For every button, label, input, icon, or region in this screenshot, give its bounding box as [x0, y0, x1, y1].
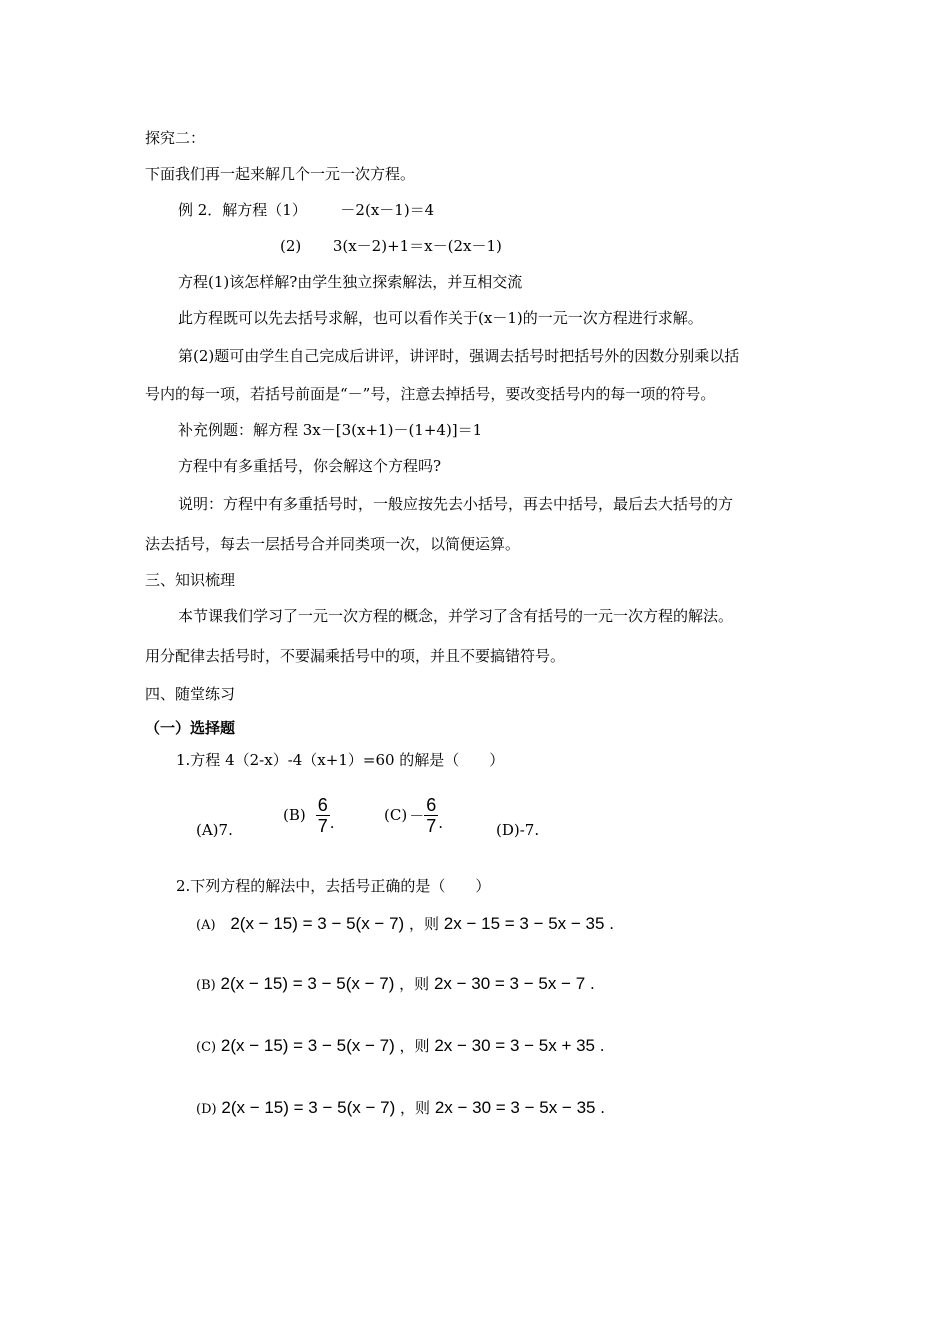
q1-option-b-fraction: [316, 795, 330, 836]
q2-option-c-sep: ，则: [399, 1037, 430, 1055]
q2-option-d-end: .: [600, 1099, 606, 1117]
choice-questions-heading: （一）选择题: [145, 719, 236, 737]
q2-option-a-sep: ，则: [408, 915, 439, 933]
paragraph-extra-example: 补充例题：解方程 3x－[3(x+1)－(1+4)]＝1: [178, 421, 483, 439]
q2-option-c-end: .: [599, 1037, 605, 1055]
example-2-label: [178, 200, 434, 220]
example-label: 例 2．解方程（1）: [178, 201, 307, 219]
paragraph-multi-brackets: 方程中有多重括号，你会解这个方程吗?: [178, 457, 442, 475]
section3-heading: 三、知识梳理: [145, 571, 236, 589]
q1-option-b-denominator: 7: [317, 815, 328, 836]
q2-option-a-given: 2(x − 15) = 3 − 5(x − 7): [230, 914, 405, 933]
q2-option-d-sep: ，则: [400, 1099, 431, 1117]
section2-intro: 下面我们再一起来解几个一元一次方程。: [145, 165, 416, 183]
q2-option-b-end: .: [589, 975, 595, 993]
q2-option-c-given: 2(x − 15) = 3 − 5(x − 7): [220, 1036, 395, 1055]
q1-option-c-tail: .: [438, 814, 443, 832]
q1-option-b-tail: .: [329, 814, 335, 832]
q2-option-d: [196, 1098, 605, 1120]
q2-option-c-label: (C): [196, 1040, 217, 1055]
q1-option-c-numerator: 6: [426, 794, 437, 815]
q2-option-a-label: (A): [196, 918, 216, 933]
q1-option-a: (A)7.: [196, 821, 233, 839]
q2-option-a: [196, 914, 614, 936]
q2-option-b-given: 2(x − 15) = 3 − 5(x − 7): [220, 974, 395, 993]
q1-option-b-numerator: 6: [317, 794, 328, 815]
q2-option-a-result: 2x − 15 = 3 − 5x − 35: [443, 914, 605, 933]
paragraph-approach: 方程(1)该怎样解?由学生独立探索解法，并互相交流: [178, 273, 523, 291]
equation-2-line: [280, 236, 502, 256]
summary-b: 用分配律去括号时，不要漏乘括号中的项，并且不要搞错符号。: [145, 647, 566, 665]
equation-2: 3(x－2)+1＝x－(2x－1): [332, 237, 502, 255]
paragraph-review-b: 号内的每一项，若括号前面是“－”号，注意去掉括号，要改变括号内的每一项的符号。: [145, 385, 716, 403]
question-2-stem: 2.下列方程的解法中，去括号正确的是（ ）: [176, 877, 491, 895]
section2-heading: 探究二：: [145, 129, 206, 147]
paragraph-note-a: 说明：方程中有多重括号时，一般应按先去小括号，再去中括号，最后去大括号的方: [178, 495, 734, 513]
q2-option-b-result: 2x − 30 = 3 − 5x − 7: [433, 974, 586, 993]
q2-option-b: [196, 974, 595, 996]
q2-option-c: [196, 1036, 605, 1058]
equation-2-label: (2): [280, 237, 302, 255]
q2-option-a-end: .: [609, 915, 615, 933]
q1-option-c-label: (C): [384, 806, 408, 824]
q2-option-b-label: (B): [196, 978, 216, 993]
q1-option-c-denominator: 7: [426, 815, 437, 836]
summary-a: 本节课我们学习了一元一次方程的概念，并学习了含有括号的一元一次方程的解法。: [178, 607, 734, 625]
q1-option-b: [283, 790, 335, 840]
paragraph-review-a: 第(2)题可由学生自己完成后讲评，讲评时，强调去括号时把括号外的因数分别乘以括: [178, 347, 740, 365]
question-1-stem: 1.方程 4（2-x）-4（x+1）=60 的解是（ ）: [176, 751, 505, 769]
q2-option-d-result: 2x − 30 = 3 − 5x − 35: [434, 1098, 596, 1117]
q2-option-d-given: 2(x − 15) = 3 − 5(x − 7): [221, 1098, 396, 1117]
q1-option-c: [384, 790, 443, 840]
q2-option-c-result: 2x − 30 = 3 − 5x + 35: [434, 1036, 596, 1055]
paragraph-note-b: 法去括号，每去一层括号合并同类项一次，以简便运算。: [145, 535, 521, 553]
q2-option-d-label: (D): [196, 1102, 217, 1117]
equation-1: －2(x－1)＝4: [340, 201, 435, 219]
q1-option-b-label: (B): [283, 806, 306, 824]
q1-option-c-sign: －: [409, 806, 425, 825]
q2-option-b-sep: ，则: [399, 975, 430, 993]
q1-option-d: (D)-7.: [496, 821, 540, 839]
q1-option-c-fraction: [424, 795, 438, 836]
section4-heading: 四、随堂练习: [145, 685, 236, 703]
paragraph-methods: 此方程既可以先去括号求解，也可以看作关于(x－1)的一元一次方程进行求解。: [178, 309, 703, 327]
